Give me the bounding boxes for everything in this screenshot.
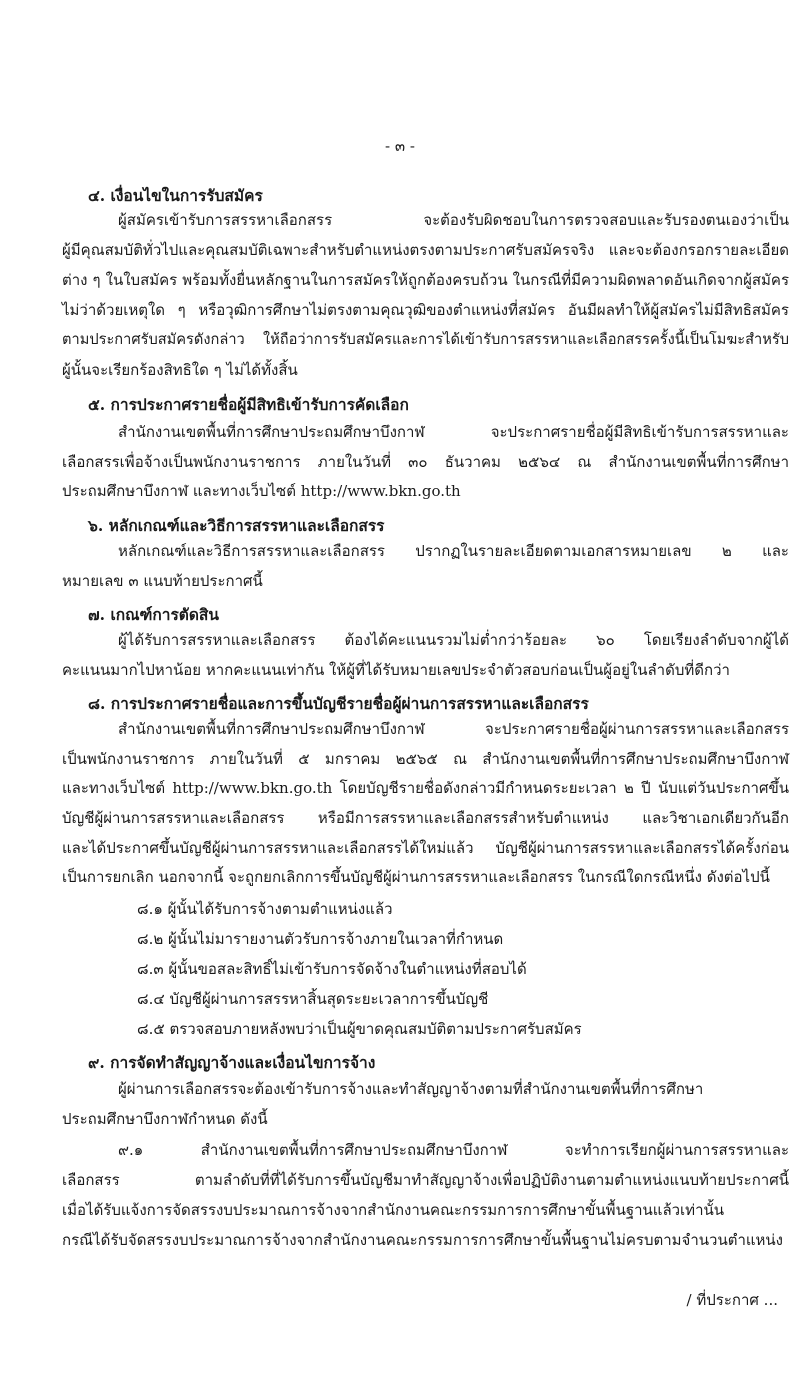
s4-line: ผู้มีคุณสมบัติทั่วไปและคุณสมบัติเฉพาะสำหรับตำแหน่งตรงตามประกาศรับสมัครจริง และจะต้องกรอกรายละเอียด [62, 241, 789, 259]
s8-line: เป็นการยกเลิก นอกจากนี้ จะถูกยกเลิกการขึ้นบัญชีผู้ผ่านการสรรหาและเลือกสรร ในกรณีใดกรณีหนึ่ง ดังต่อไปนี้ [62, 868, 770, 886]
s6-line: หลักเกณฑ์และวิธีการสรรหาและเลือกสรร ปรากฏในรายละเอียดตามเอกสารหมายเลข ๒ และ [118, 542, 789, 560]
s9-line: กรณีได้รับจัดสรรงบประมาณการจ้างจากสำนักงานคณะกรรมการการศึกษาขั้นพื้นฐานไม่ครบตามจำนวนตำแหน่ง [62, 1231, 783, 1249]
page-number: - ๓ - [385, 137, 415, 155]
s8-item: ๘.๕ ตรวจสอบภายหลังพบว่าเป็นผู้ขาดคุณสมบัติตามประกาศรับสมัคร [137, 1020, 582, 1038]
section-9-heading: ๙. การจัดทำสัญญาจ้างและเงื่อนไขการจ้าง [88, 1053, 376, 1072]
s5-line: สำนักงานเขตพื้นที่การศึกษาประถมศึกษาบึงกาฬ จะประกาศรายชื่อผู้มีสิทธิเข้ารับการสรรหาและ [118, 423, 789, 441]
s4-line: ผู้นั้นจะเรียกร้องสิทธิใด ๆ ไม่ได้ทั้งสิ้น [62, 361, 298, 379]
section-4-heading: ๔. เงื่อนไขในการรับสมัคร [88, 186, 263, 205]
s5-line: เลือกสรรเพื่อจ้างเป็นพนักงานราชการ ภายในวันที่ ๓๐ ธันวาคม ๒๕๖๔ ณ สำนักงานเขตพื้นที่การศึกษา [62, 453, 789, 471]
s8-item: ๘.๑ ผู้นั้นได้รับการจ้างตามตำแหน่งแล้ว [137, 900, 393, 918]
s6-line: หมายเลข ๓ แนบท้ายประกาศนี้ [62, 572, 263, 590]
s9-line: ผู้ผ่านการเลือกสรรจะต้องเข้ารับการจ้างและทำสัญญาจ้างตามที่สำนักงานเขตพื้นที่การศึกษา [118, 1080, 704, 1098]
s7-line: คะแนนมากไปหาน้อย หากคะแนนเท่ากัน ให้ผู้ที่ได้รับหมายเลขประจำตัวสอบก่อนเป็นผู้อยู่ในลำดับที่ดีกว่า [62, 661, 730, 679]
s8-item: ๘.๓ ผู้นั้นขอสละสิทธิ์ไม่เข้ารับการจัดจ้างในตำแหน่งที่สอบได้ [137, 960, 527, 978]
s9-line: ๙.๑ สำนักงานเขตพื้นที่การศึกษาประถมศึกษาบึงกาฬ จะทำการเรียกผู้ผ่านการสรรหาและ [118, 1141, 789, 1159]
s8-line: เป็นพนักงานราชการ ภายในวันที่ ๕ มกราคม ๒๕๖๕ ณ สำนักงานเขตพื้นที่การศึกษาประถมศึกษาบึงกาฬ [62, 750, 789, 768]
s9-line: เมื่อได้รับแจ้งการจัดสรรงบประมาณการจ้างจากสำนักงานคณะกรรมการการศึกษาขั้นพื้นฐานแล้วเท่านั้น [62, 1201, 724, 1219]
s5-line: ประถมศึกษาบึงกาฬ และทางเว็บไซต์ http://www.bkn.go.th [62, 482, 461, 500]
s8-item: ๘.๔ บัญชีผู้ผ่านการสรรหาสิ้นสุดระยะเวลาการขึ้นบัญชี [137, 990, 489, 1008]
continuation-marker: / ที่ประกาศ ... [686, 1291, 778, 1309]
s8-line: และทางเว็บไซต์ http://www.bkn.go.th โดยบัญชีรายชื่อดังกล่าวมีกำหนดระยะเวลา ๒ ปี นับแต่วันประกาศขึ้น [62, 779, 789, 797]
s8-line: สำนักงานเขตพื้นที่การศึกษาประถมศึกษาบึงกาฬ จะประกาศรายชื่อผู้ผ่านการสรรหาและเลือกสรร [118, 720, 789, 738]
s9-line: เลือกสรร ตามลำดับที่ที่ได้รับการขึ้นบัญชีมาทำสัญญาจ้างเพื่อปฏิบัติงานตามตำแหน่งแนบท้ายประกาศนี้ [62, 1171, 789, 1189]
section-8-heading: ๘. การประกาศรายชื่อและการขึ้นบัญชีรายชื่อผู้ผ่านการสรรหาและเลือกสรร [88, 694, 589, 713]
s4-line: ตามประกาศรับสมัครดังกล่าว ให้ถือว่าการรับสมัครและการได้เข้ารับการสรรหาและเลือกสรรครั้งนี้เป็นโมฆะสำหรับ [62, 331, 789, 348]
s9-line: ประถมศึกษาบึงกาฬกำหนด ดังนี้ [62, 1110, 268, 1128]
s8-line: บัญชีผู้ผ่านการสรรหาและเลือกสรร หรือมีการสรรหาและเลือกสรรสำหรับตำแหน่ง และวิชาเอกเดียวกันอีก [62, 809, 789, 827]
s7-line: ผู้ได้รับการสรรหาและเลือกสรร ต้องได้คะแนนรวมไม่ต่ำกว่าร้อยละ ๖๐ โดยเรียงลำดับจากผู้ได้ [118, 631, 789, 649]
s8-item: ๘.๒ ผู้นั้นไม่มารายงานตัวรับการจ้างภายในเวลาที่กำหนด [137, 930, 504, 948]
s4-line: ผู้สมัครเข้ารับการสรรหาเลือกสรร จะต้องรับผิดชอบในการตรวจสอบและรับรองตนเองว่าเป็น [118, 211, 789, 229]
section-6-heading: ๖. หลักเกณฑ์และวิธีการสรรหาและเลือกสรร [88, 516, 385, 535]
s4-line: ต่าง ๆ ในใบสมัคร พร้อมทั้งยื่นหลักฐานในการสมัครให้ถูกต้องครบถ้วน ในกรณีที่มีความผิดพลาดอันเกิดจากผู้สมัคร [62, 271, 789, 289]
s4-line: ไม่ว่าด้วยเหตุใด ๆ หรือวุฒิการศึกษาไม่ตรงตามคุณวุฒิของตำแหน่งที่สมัคร อันมีผลทำให้ผู้สมัครไม่มีสิทธิสมัคร [62, 301, 789, 319]
section-7-heading: ๗. เกณฑ์การตัดสิน [88, 605, 219, 624]
section-5-heading: ๕. การประกาศรายชื่อผู้มีสิทธิเข้ารับการคัดเลือก [88, 395, 409, 414]
s8-line: และได้ประกาศขึ้นบัญชีผู้ผ่านการสรรหาและเลือกสรรได้ใหม่แล้ว บัญชีผู้ผ่านการสรรหาและเลือกสรรได้ครั้งก่อน [62, 839, 789, 857]
